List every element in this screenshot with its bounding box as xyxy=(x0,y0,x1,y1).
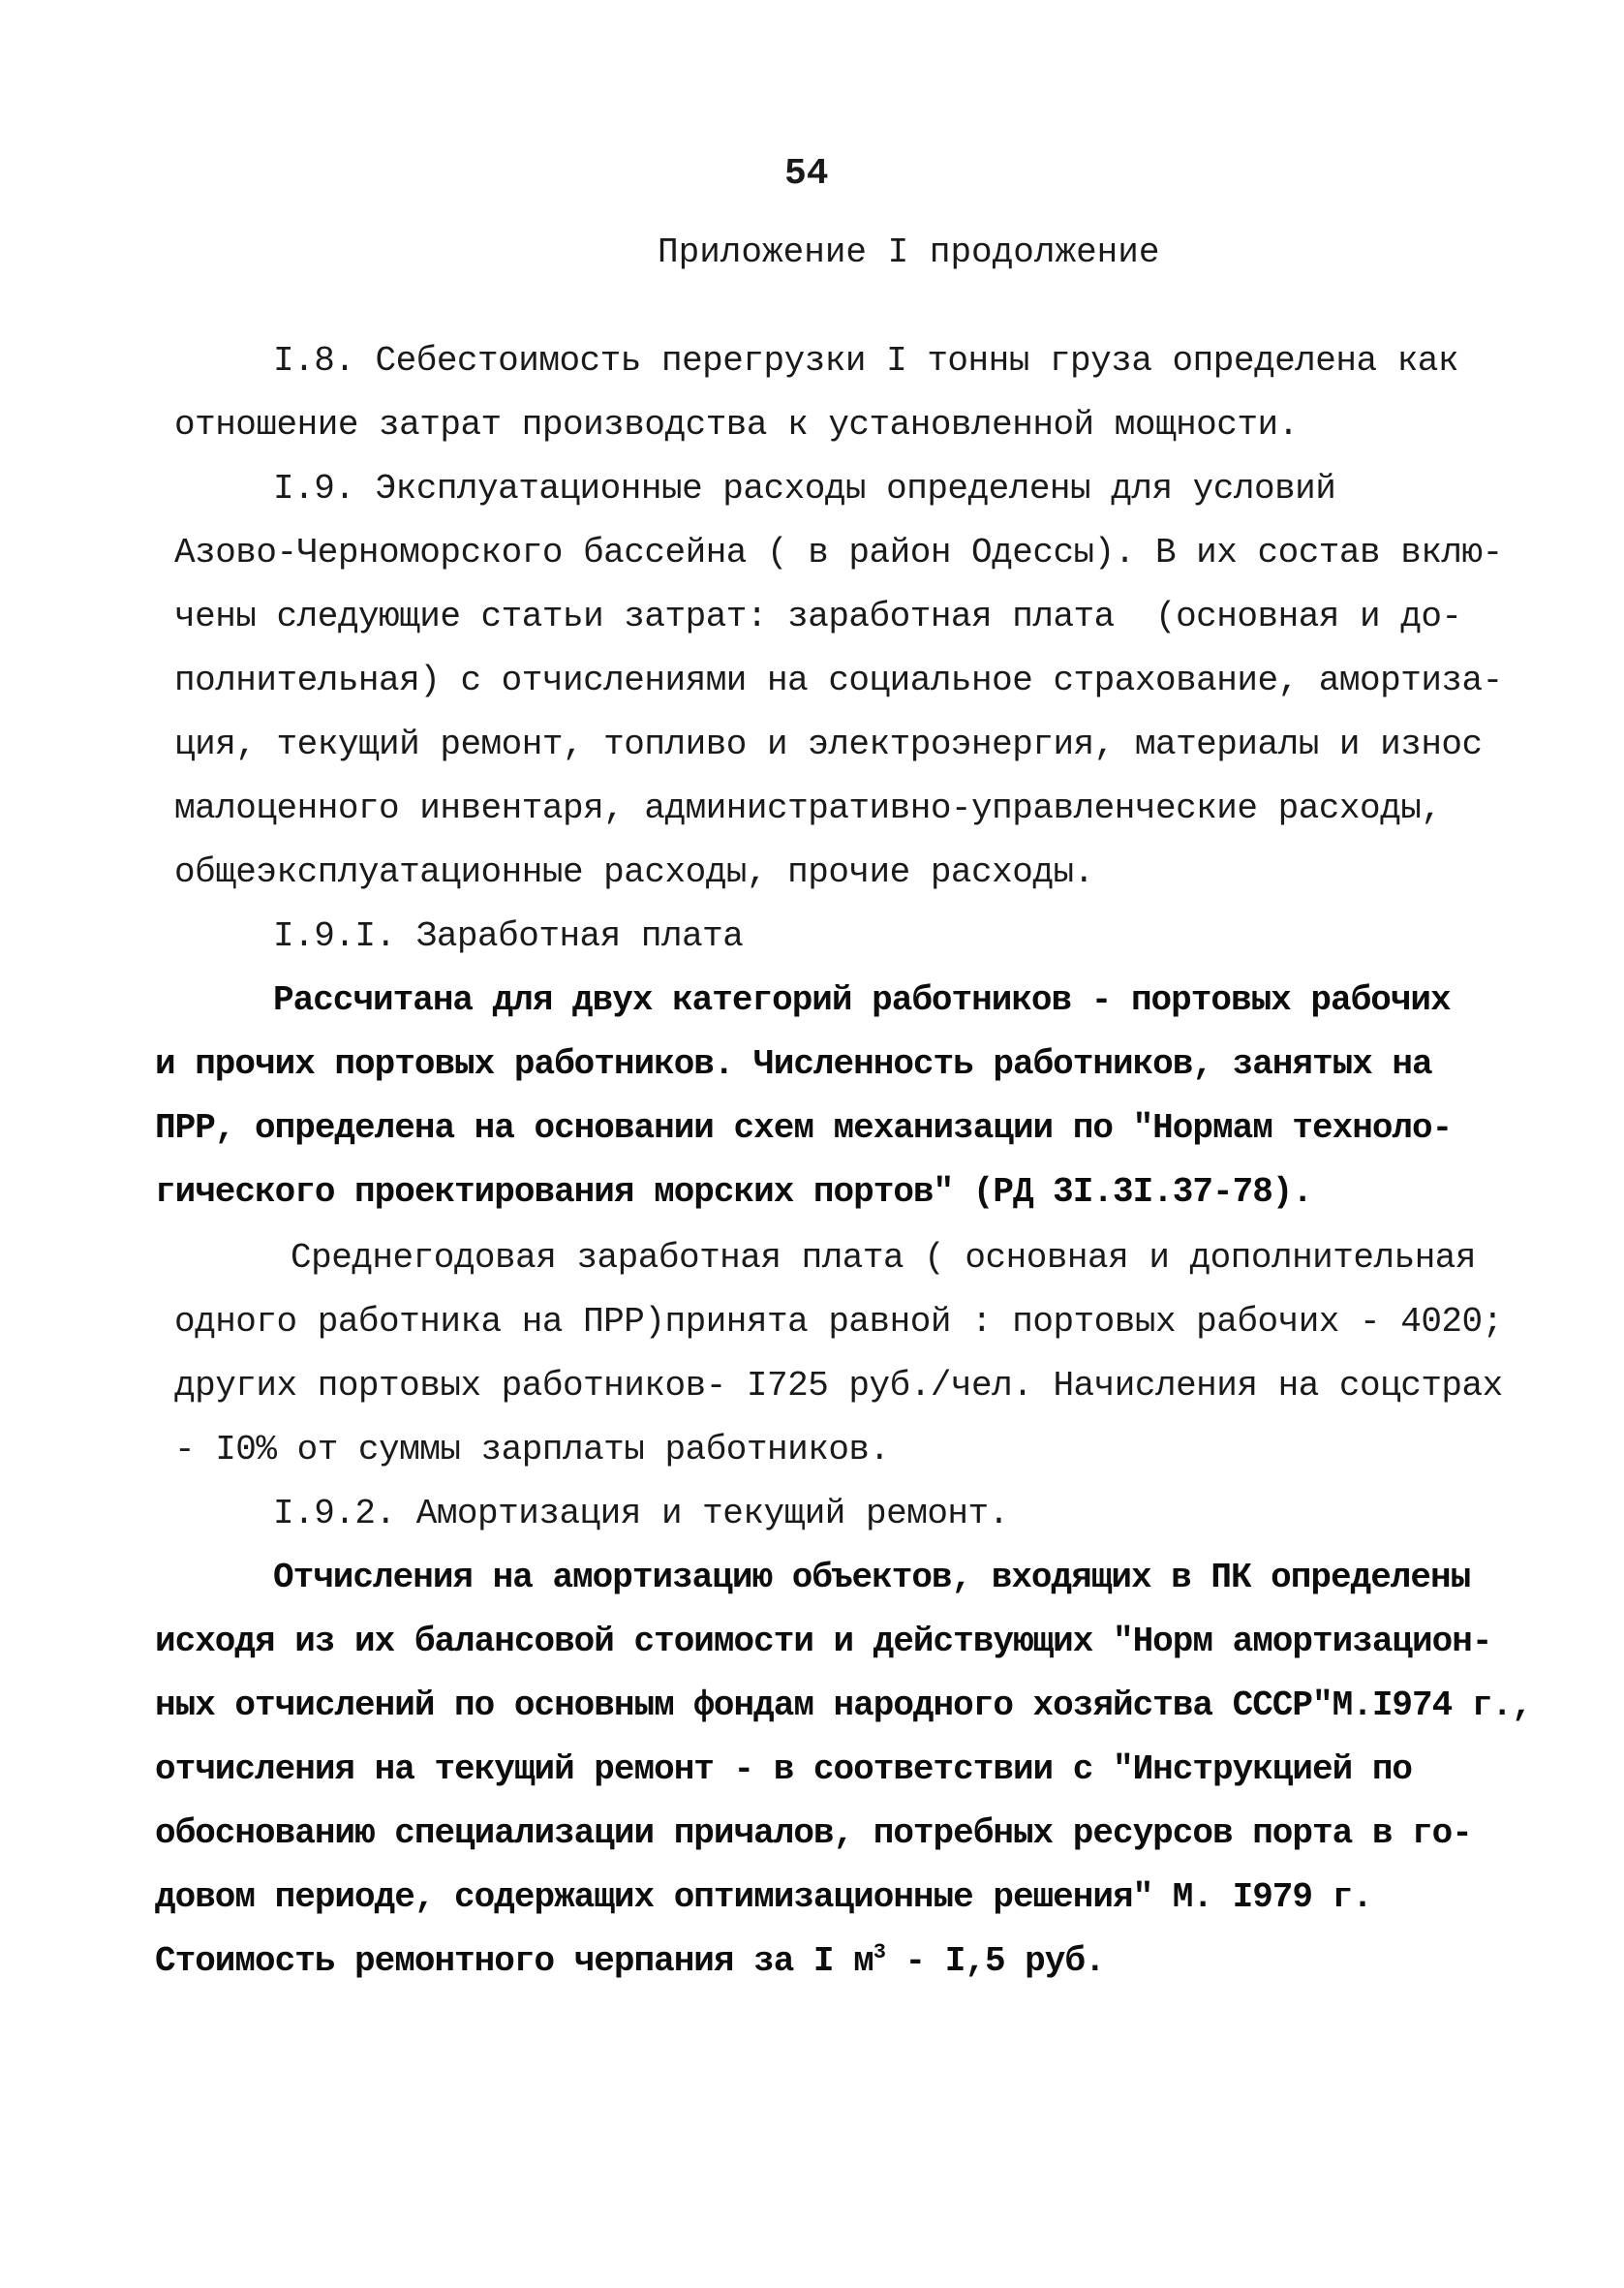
section-heading: I.9.I. Заработная плата xyxy=(273,916,744,956)
paragraph-line: Азово-Черноморского бассейна ( в район Одессы). В их состав вклю- xyxy=(174,533,1503,572)
paragraph-line: гического проектирования морских портов" (РД 3I.3I.37-78). xyxy=(155,1172,1313,1212)
section-heading: I.9.2. Амортизация и текущий ремонт. xyxy=(273,1494,1009,1533)
paragraph-line: Рассчитана для двух категорий работников - портовых рабочих xyxy=(273,980,1451,1020)
paragraph-line: I.8. Себестоимость перегрузки I тонны груза определена как xyxy=(273,341,1459,381)
paragraph-line: обоснованию специализации причалов, потребных ресурсов порта в го- xyxy=(155,1813,1472,1853)
paragraph-line: довом периоде, содержащих оптимизационные решения" М. I979 г. xyxy=(155,1877,1372,1917)
text-segment: Стоимость ремонтного черпания за I м xyxy=(155,1941,873,1981)
text-segment: - I,5 руб. xyxy=(884,1941,1105,1981)
paragraph-line: I.9. Эксплуатационные расходы определены для условий xyxy=(273,469,1336,509)
paragraph-line: - I0% от суммы зарплаты работников. xyxy=(174,1430,890,1469)
paragraph-line: чены следующие статьи затрат: заработная плата (основная и до- xyxy=(174,597,1462,636)
paragraph-line: ция, текущий ремонт, топливо и электроэнергия, материалы и износ xyxy=(174,725,1483,764)
paragraph-line: общеэксплуатационные расходы, прочие расходы. xyxy=(174,852,1094,892)
paragraph-line: малоценного инвентаря, административно-управленческие расходы, xyxy=(174,788,1442,828)
superscript: 3 xyxy=(873,1940,885,1964)
paragraph-line: исходя из их балансовой стоимости и действующих "Норм амортизацион- xyxy=(155,1622,1492,1661)
paragraph-line: и прочих портовых работников. Численность работников, занятых на xyxy=(155,1044,1432,1084)
paragraph-line: отчисления на текущий ремонт - в соответствии с "Инструкцией по xyxy=(155,1749,1413,1789)
paragraph-line: полнительная) с отчислениями на социальное страхование, амортиза- xyxy=(174,661,1503,700)
paragraph-line xyxy=(155,1939,1105,1984)
paragraph-line: одного работника на ПРР)принята равной : портовых рабочих - 4020; xyxy=(174,1302,1503,1342)
paragraph-line: отношение затрат производства к установленной мощности. xyxy=(174,405,1299,445)
paragraph-line: ПРР, определена на основании схем механизации по "Нормам техноло- xyxy=(155,1108,1453,1148)
page-number: 54 xyxy=(784,153,829,195)
paragraph-line: ных отчислений по основным фондам народного хозяйства СССР"М.I974 г., xyxy=(155,1685,1532,1725)
paragraph-line: Среднегодовая заработная плата ( основная и дополнительная xyxy=(291,1238,1477,1278)
appendix-heading: Приложение I продолжение xyxy=(658,232,1160,272)
paragraph-line: других портовых работников- I725 руб./чел. Начисления на соцстрах xyxy=(174,1366,1503,1406)
paragraph-line: Отчисления на амортизацию объектов, входящих в ПК определены xyxy=(273,1558,1471,1597)
